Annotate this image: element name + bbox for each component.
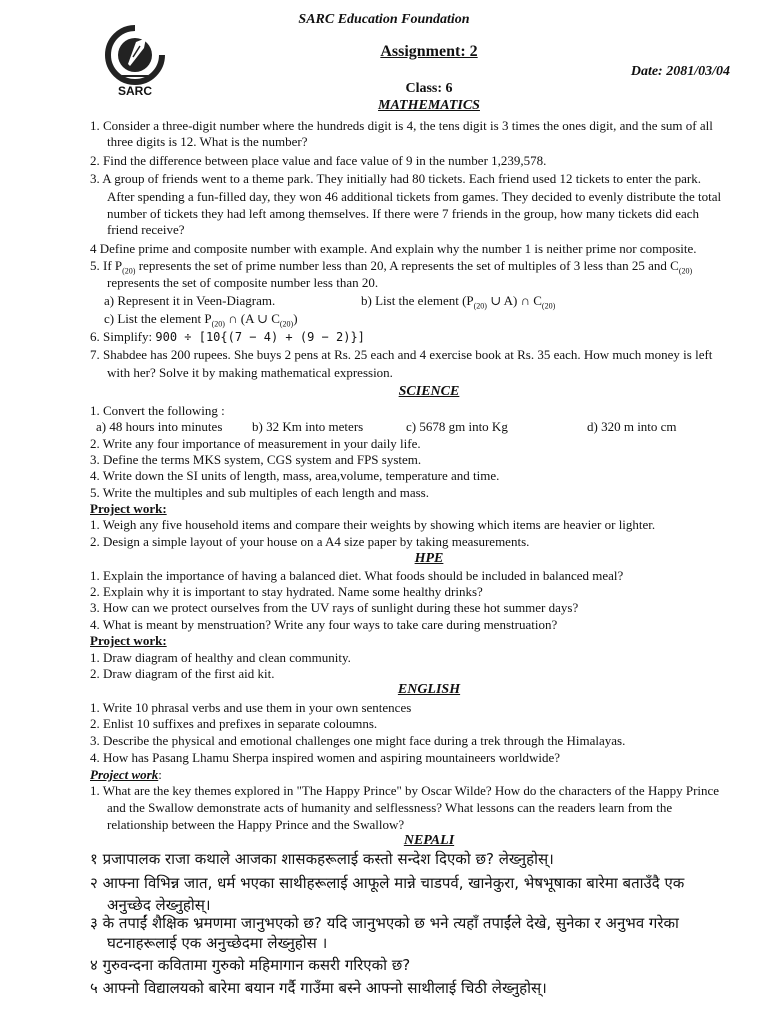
english-heading: ENGLISH	[397, 682, 461, 697]
science-q3: 3. Define the terms MKS system, CGS system and FPS system.	[90, 452, 422, 467]
science-project-2: 2. Design a simple layout of your house on a A4 size paper by taking measurements.	[90, 534, 530, 549]
hpe-q1: 1. Explain the importance of having a balanced diet. What foods should be included in balanced meal?	[90, 568, 624, 583]
english-project-1-line2: and the Swallow demonstrate acts of humanity and selflessness? What lessons can the readers learn from the	[107, 800, 673, 815]
nepali-heading: NEPALI	[403, 833, 455, 848]
math-q2: 2. Find the difference between place value and face value of 9 in the number 1,239,578.	[90, 153, 547, 168]
math-q3-line2: After spending a fun-filled day, they won 46 additional tickets from games. They decided to evenly distribute the total	[107, 189, 722, 204]
science-heading: SCIENCE	[398, 384, 460, 399]
simplify-expression: 900 ÷ [10{(7 − 4) + (9 − 2)}]	[155, 330, 365, 344]
math-q3-line1: 3. A group of friends went to a theme park. They initially had 80 tickets. Each friend used 12 tickets to enter the park.	[90, 171, 701, 186]
math-q4: 4 Define prime and composite number with example. And explain why the number 1 is neither prime nor composite.	[90, 241, 697, 256]
science-q1-d: d) 320 m into cm	[587, 419, 677, 434]
science-q1-c: c) 5678 gm into Kg	[406, 419, 508, 434]
math-q5-line1: 5. If $P_{(20)}$ represents the set of prime number less than 20, A represents the set of multiples of 3 less than 25 and $C_{(20)}$	[90, 258, 693, 276]
logo-text: SARC	[117, 84, 152, 98]
english-q4: 4. How has Pasang Lhamu Sherpa inspired women and aspiring mountaineers worldwide?	[90, 750, 561, 765]
math-q6: 6. Simplify: 900 ÷ [10{(7 − 4) + (9 − 2)}]	[90, 329, 365, 344]
class-label: Class: 6	[405, 81, 453, 96]
hpe-project-heading: Project work:	[90, 633, 167, 648]
english-project-heading: Project work:	[90, 767, 162, 782]
nepali-q3-line2: घटनाहरूलाई एक अनुच्छेदमा लेख्नुहोस ।	[107, 934, 328, 952]
math-q3-line3: number of tickets they had left among themselves. If there were 7 friends in the group, how many tickets did each	[107, 206, 700, 221]
math-q7-line2: with her? Solve it by making mathematical expression.	[107, 365, 393, 380]
math-q5-part-c: c) List the element $P_{(20)}$ ∩ (A ∪ $C_{(20)}$)	[104, 311, 298, 329]
science-q1-a: a) 48 hours into minutes	[96, 419, 223, 434]
nepali-q2-line2: अनुच्छेद लेख्नुहोस्।	[107, 896, 211, 914]
math-q1-line1: 1. Consider a three-digit number where the hundreds digit is 4, the tens digit is 3 times the ones digit, and the sum of all	[90, 118, 713, 133]
english-project-1-line3: relationship between the Happy Prince and the Swallow?	[107, 817, 405, 832]
science-project-heading: Project work:	[90, 501, 167, 516]
science-q5: 5. Write the multiples and sub multiples of each length and mass.	[90, 485, 429, 500]
math-q3-line4: friend receive?	[107, 222, 185, 237]
hpe-project-1: 1. Draw diagram of healthy and clean community.	[90, 650, 351, 665]
english-project-1-line1: 1. What are the key themes explored in "The Happy Prince" by Oscar Wilde? How do the characters of the Happy Prince	[90, 783, 720, 798]
science-q4: 4. Write down the SI units of length, mass, area,volume, temperature and time.	[90, 468, 500, 483]
math-q7-line1: 7. Shabdee has 200 rupees. She buys 2 pens at Rs. 25 each and 4 exercise book at Rs. 35 each. How much money is left	[90, 347, 713, 362]
math-q5-part-a: a) Represent it in Veen-Diagram.	[104, 293, 276, 308]
science-q1: 1. Convert the following :	[90, 403, 225, 418]
hpe-heading: HPE	[414, 551, 444, 566]
english-q3: 3. Describe the physical and emotional challenges one might face during a trek through the Himalayas.	[90, 733, 626, 748]
math-q5-part-b: b) List the element ($P_{(20)}$ ∪ A) ∩ $C_{(20)}$	[361, 293, 556, 311]
science-project-1: 1. Weigh any five household items and compare their weights by showing which items are heavier or lighter.	[90, 517, 656, 532]
math-q1-line2: three digits is 12. What is the number?	[107, 134, 308, 149]
hpe-q4: 4. What is meant by menstruation? Write any four ways to take care during menstruation?	[90, 617, 558, 632]
nepali-q2-line1: २ आफ्ना विभिन्न जात, धर्म भएका साथीहरूलाई आफूले मान्ने चाडपर्व, खानेकुरा, भेषभूषाका बारेमा बताउँदै एक	[90, 874, 685, 892]
english-q1: 1. Write 10 phrasal verbs and use them in your own sentences	[90, 700, 412, 715]
assignment-date: Date: 2081/03/04	[630, 64, 730, 79]
organization-name: SARC Education Foundation	[298, 12, 470, 27]
hpe-q2: 2. Explain why it is important to stay hydrated. Name some healthy drinks?	[90, 584, 483, 599]
nepali-q4: ४ गुरुवन्दना कवितामा गुरुको महिमागान कसरी गरिएको छ?	[90, 956, 411, 974]
nepali-q1: १ प्रजापालक राजा कथाले आजका शासकहरूलाई कस्तो सन्देश दिएको छ? लेख्नुहोस्।	[90, 850, 554, 868]
hpe-q3: 3. How can we protect ourselves from the UV rays of sunlight during these hot summer days?	[90, 600, 579, 615]
assignment-title: Assignment: 2	[380, 43, 478, 60]
science-q1-b: b) 32 Km into meters	[252, 419, 364, 434]
english-q2: 2. Enlist 10 suffixes and prefixes in separate coloumns.	[90, 716, 378, 731]
mathematics-heading: MATHEMATICS	[378, 98, 480, 113]
science-q2: 2. Write any four importance of measurement in your daily life.	[90, 436, 421, 451]
nepali-q3-line1: ३ के तपाईं शैक्षिक भ्रमणमा जानुभएको छ? यदि जानुभएको छ भने त्यहाँ तपाईंले देखे, सुनेका र अनुभव गरेका	[90, 914, 679, 932]
math-q5-line2: represents the set of composite number less than 20.	[107, 275, 379, 290]
hpe-project-2: 2. Draw diagram of the first aid kit.	[90, 666, 275, 681]
nepali-q5: ५ आफ्नो विद्यालयको बारेमा बयान गर्दै गाउँमा बस्ने आफ्नो साथीलाई चिठी लेख्नुहोस्।	[90, 979, 547, 997]
